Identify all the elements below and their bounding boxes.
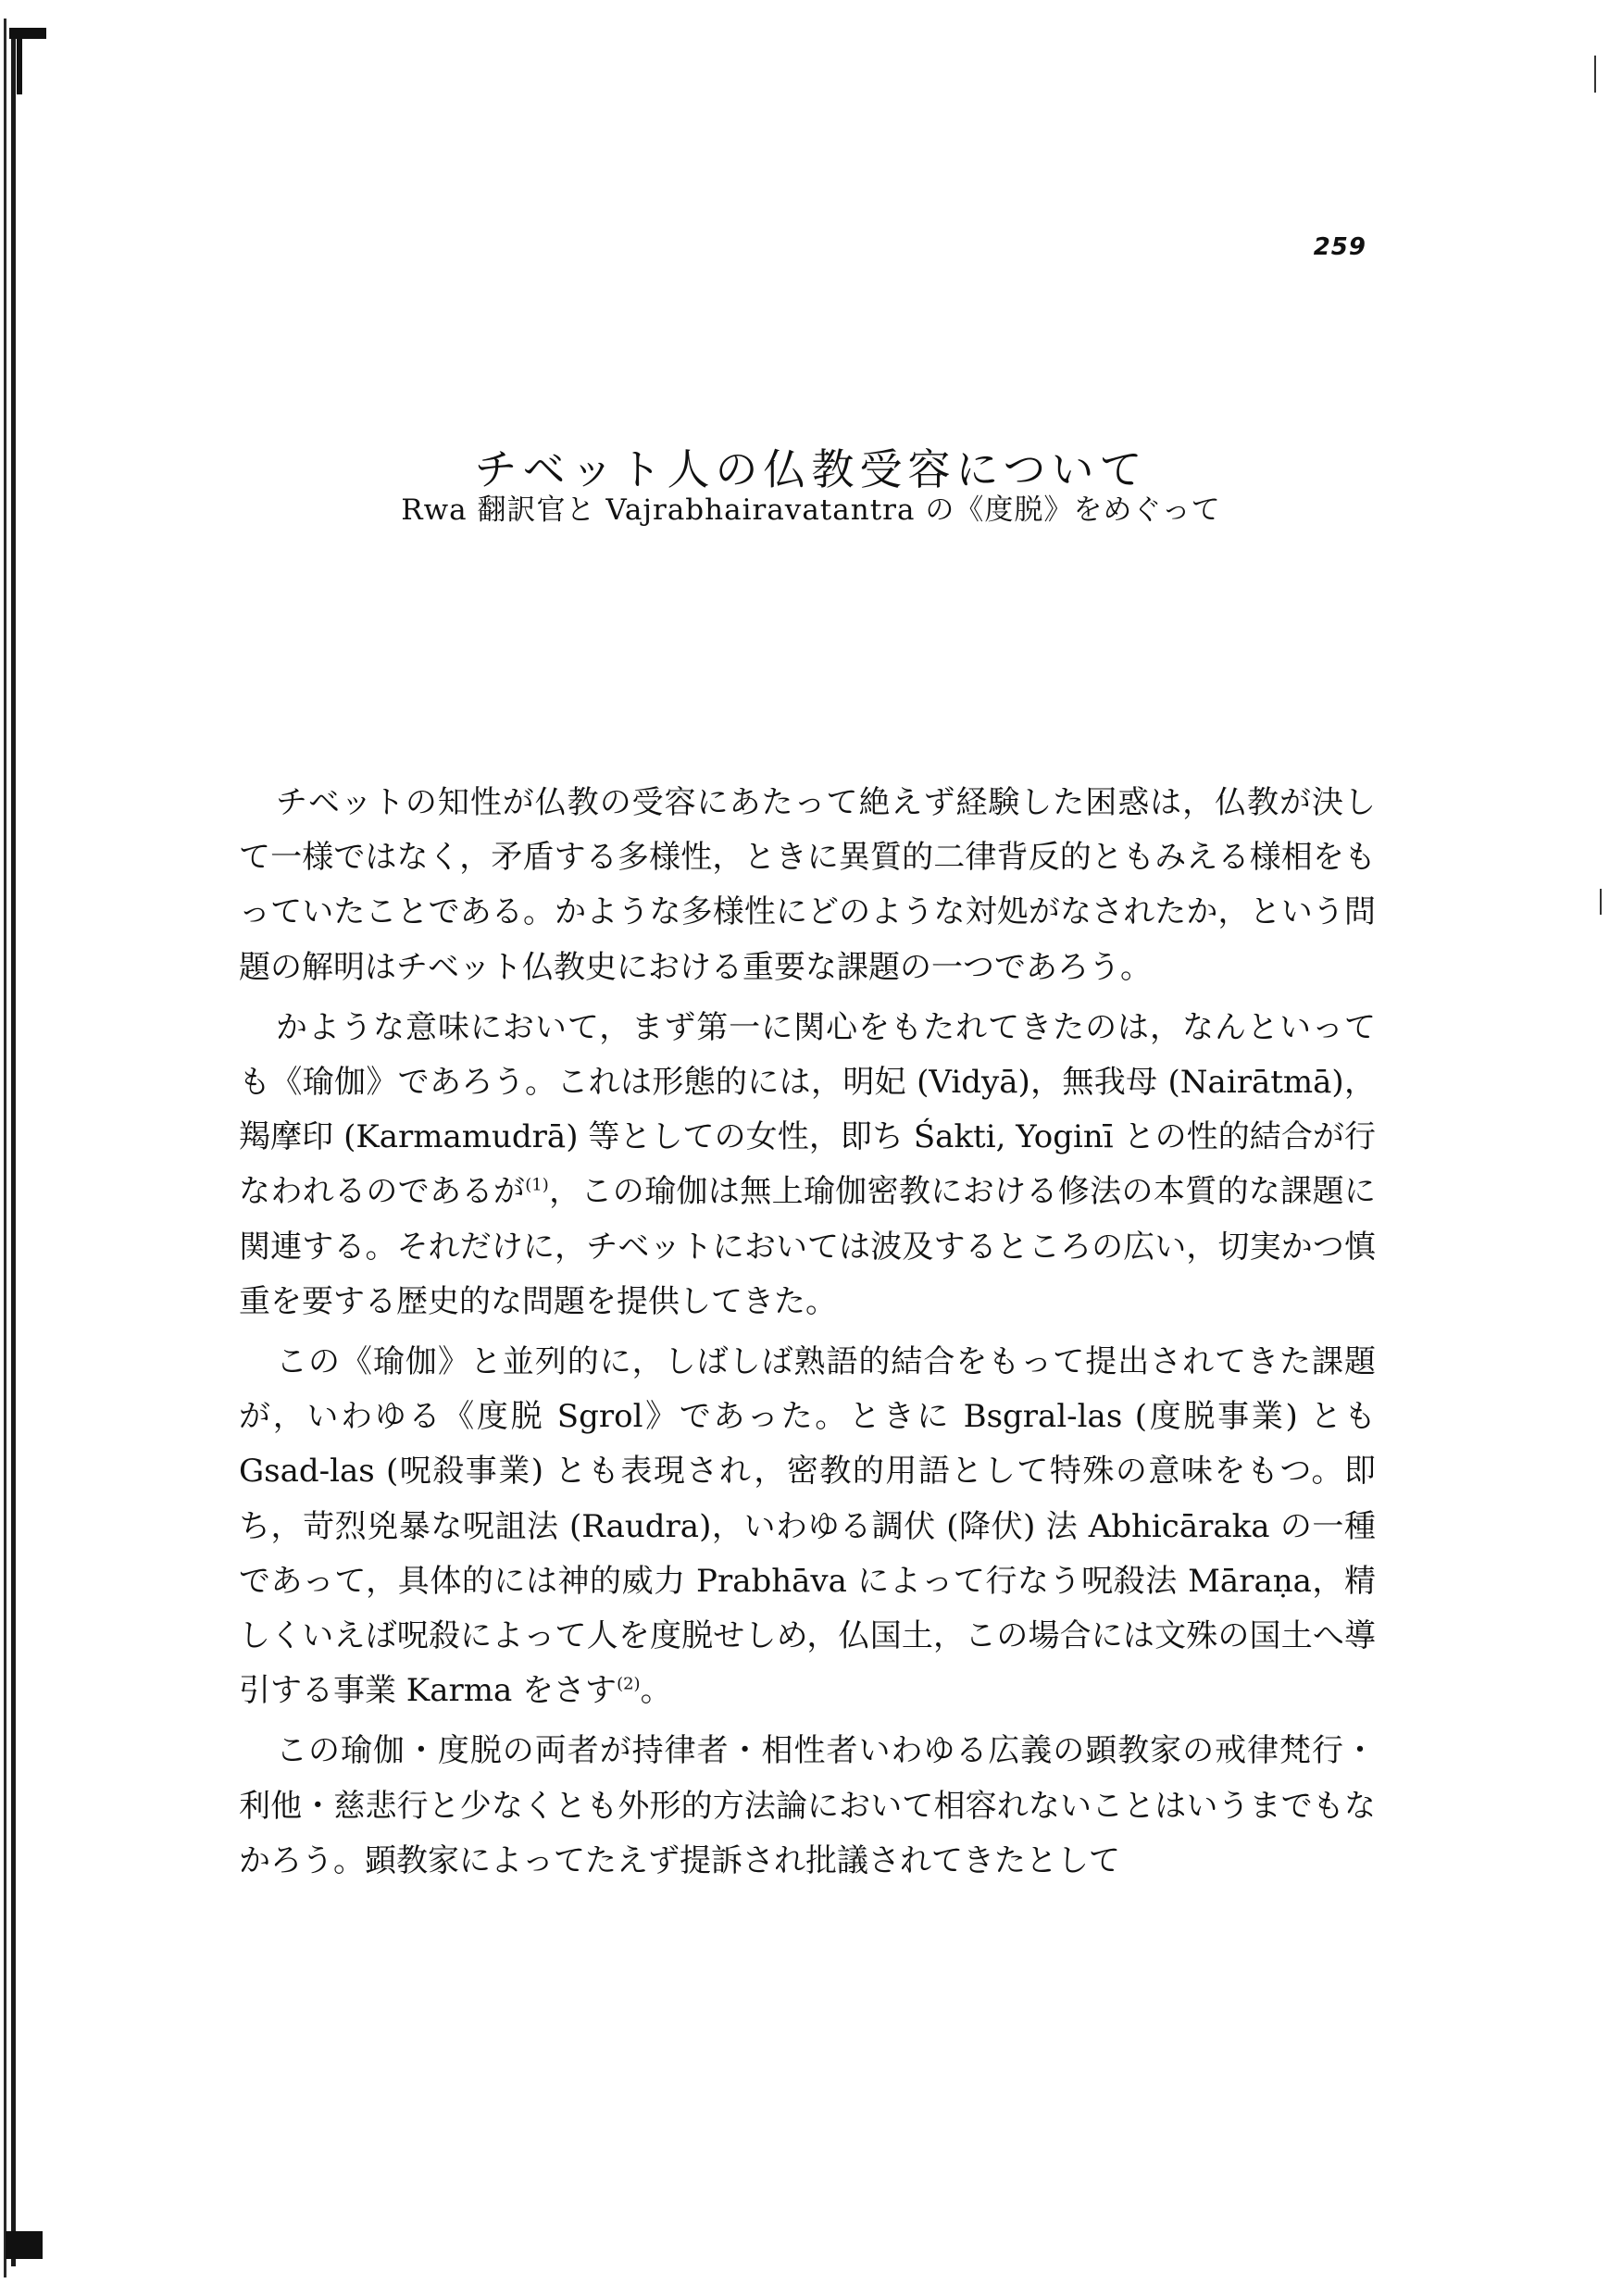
scan-artifact-mark: [9, 28, 46, 39]
paragraph-text: この《瑜伽》と並列的に，しばしば熟語的結合をもって提出されてきた課題が，いわゆる《度脱 Sgrol》であった。ときに Bsgral-las (度脱事業) とも Gsad-las (呪殺事業) とも表現され，密教的用語として特殊の意味をもつ。即ち，苛烈兇暴な呪詛法 (Raudra)，いわゆる調伏 (降伏) 法 Abhicāraka の一種であって，具体的には神的威力 Prabhāva によって行なう呪殺法 Māraṇa，精しくいえば呪殺によって人を度脱せしめ，仏国土，この場合には文殊の国土へ導引する事業 Karma をさす: [239, 1343, 1377, 1710]
scan-artifact-mark: [1594, 56, 1596, 93]
footnote-marker: (2): [617, 1674, 641, 1694]
paragraph-text: 。: [640, 1672, 672, 1710]
page-number: 259: [1313, 233, 1366, 261]
binding-shadow-line: [4, 19, 6, 2277]
paragraph: [239, 1335, 1376, 1718]
footnote-marker: (1): [525, 1176, 549, 1196]
article-body: [239, 776, 1376, 1894]
scan-artifact-mark: [1600, 889, 1602, 915]
paragraph-text: この瑜伽・度脱の両者が持律者・相性者いわゆる広義の顕教家の戒律梵行・利他・慈悲行と少なくとも外形的方法論において相容れないことはいうまでもなかろう。顕教家によってたえず提訴され批議されてきたとして: [239, 1732, 1376, 1879]
scan-artifact-mark: [6, 2231, 43, 2259]
scan-binding-edge: [0, 0, 48, 2296]
article-subtitle: Rwa 翻訳官と Vajrabhairavatantra の《度脱》をめぐって: [401, 493, 1221, 527]
paragraph-text: かような意味において，まず第一に関心をもたれてきたのは，なんといっても《瑜伽》であろう。これは形態的には，明妃 (Vidyā)，無我母 (Nairātmā)，羯摩印 (Karmamudrā) 等としての女性，即ち Śakti, Yoginī との性的結合が行なわれるのであるが: [239, 1008, 1376, 1211]
paragraph: [239, 1724, 1376, 1889]
scan-artifact-mark: [17, 39, 22, 94]
binding-edge-line: [11, 35, 16, 2266]
paragraph-text: ，この瑜伽は無上瑜伽密教における修法の本質的な課題に関連する。それだけに，チベットにおいては波及するところの広い，切実かつ慎重を要する歴史的な問題を提供してきた。: [239, 1173, 1377, 1320]
paragraph: [239, 1001, 1376, 1329]
paragraph: [239, 776, 1376, 995]
article-title: チベット人の仏教受容について: [474, 443, 1148, 494]
paragraph-text: チベットの知性が仏教の受容にあたって絶えず経験した困惑は，仏教が決して一様ではなく，矛盾する多様性，ときに異質的二律背反的ともみえる様相をもっていたことである。かような多様性にどのような対処がなされたか，という問題の解明はチベット仏教史における重要な課題の一つであろう。: [239, 784, 1376, 986]
